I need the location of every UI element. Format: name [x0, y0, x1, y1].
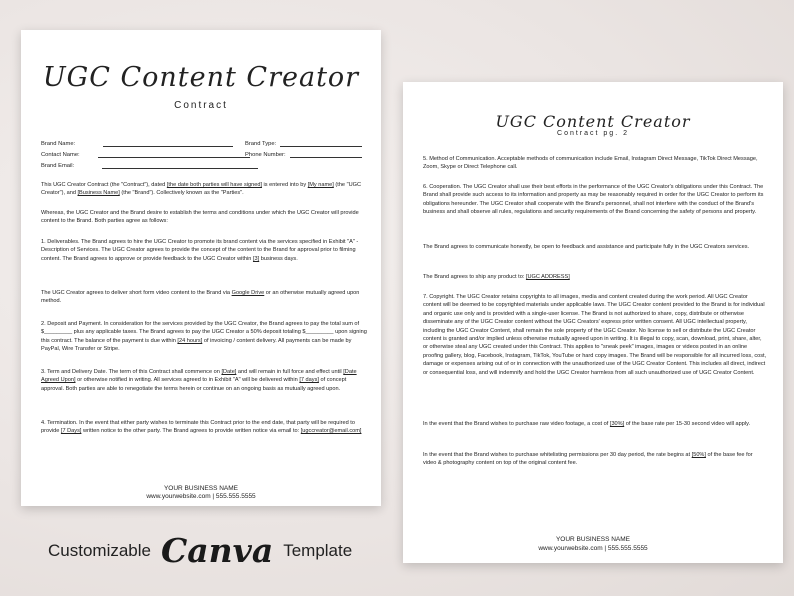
contract-title: UGC Content Creator — [495, 112, 691, 131]
deliverables-paragraph — [41, 238, 367, 263]
termination-text-a: 4. Termination. In the event that either party wishes to terminate this Contract prior to the end date, that party will be required to provide — [41, 420, 355, 435]
deposit-text-a: 2. Deposit and Payment. In consideration for the services provided by the UGC Creator, the Brand agrees to pay the total sum of $_________ plus any applicable taxes. The Brand agrees to pay the UGC Creator a 50% deposit totaling $_________ upon signing this contract. The balance of the payment is due within — [41, 321, 367, 344]
whitelisting-text-a: In the event that the Brand wishes to purchase whitelisting permissions per 30 day period, the rate begins at — [423, 452, 692, 458]
delivery-method-placeholder: Google Drive — [231, 290, 265, 296]
intro-text-a: This UGC Creator Contract (the "Contract"), dated — [41, 182, 167, 188]
term-paragraph — [41, 368, 367, 393]
whitelisting-rate-placeholder: [50%] — [691, 452, 706, 458]
shipping-address-placeholder: [UGC ADDRESS] — [525, 274, 570, 280]
footer-business-name: YOUR BUSINESS NAME — [163, 485, 239, 492]
term-text-d: of concept approval. Both parties are able to renegotiate the terms herein or continue on an ongoing basis as mutually agreed upon. — [41, 377, 347, 392]
caption-customizable: Customizable — [48, 540, 151, 560]
intro-business-placeholder: [Business Name] — [77, 190, 120, 197]
intro-text-b: is entered into by — [262, 182, 308, 188]
delivery-text-b: or an otherwise mutually agreed upon method. — [41, 290, 360, 305]
intro-paragraph — [41, 181, 367, 198]
raw-footage-rate-placeholder: [30%] — [609, 421, 625, 427]
brand-type-field — [245, 140, 362, 147]
communication-paragraph: 5. Method of Communication. Acceptable methods of communication include Email, Instagram Direct Message, TikTok Direct Message, Zoom, Skype or Direct Telephone call. — [423, 156, 758, 171]
contract-subtitle: Contract — [174, 100, 228, 111]
contact-name-field — [41, 151, 250, 158]
product-caption — [48, 531, 352, 570]
whitelisting-paragraph — [423, 451, 767, 468]
cooperation-paragraph: 6. Cooperation. The UGC Creator shall use their best efforts in the performance of the UGC Creator's obligations under this Contract. The Brand shall provide such access to its information and property as may be reasonably required in order for the UGC Creator to perform its obligations hereunder. The UGC Creator shall cooperate with the Brand's personnel, shall not interfere with the conduct of the Brand's business and shall observe all rules, regulations and security requirements of the Brand concerning the safety of persons and property. — [423, 184, 764, 216]
deposit-text-b: of invoicing / content delivery. All payments can be made by PayPal, Wire Transfer or Stripe. — [41, 337, 352, 353]
term-text-a: 3. Term and Delivery Date. The term of this Contract shall commence on — [41, 369, 222, 375]
contact-name-line — [98, 151, 250, 158]
raw-footage-paragraph — [423, 420, 767, 428]
whitelisting-text-b: of the base fee for video & photography content on top of the original content fee. — [423, 452, 753, 467]
term-agreed-placeholder: [Date Agreed Upon] — [41, 369, 357, 384]
brand-name-line — [103, 140, 233, 147]
deposit-hours-placeholder: [24 hours] — [177, 337, 203, 344]
intro-text-d: (the "Brand"). Collectively known as the "Parties". — [119, 190, 244, 197]
intro-date-placeholder: [the date both parties will have signed] — [166, 182, 262, 188]
brand-email-label: Brand Email: — [41, 163, 75, 169]
term-date-placeholder: [Date] — [221, 369, 237, 375]
termination-paragraph — [41, 419, 367, 436]
delivery-text-a: The UGC Creator agrees to deliver short form video content to the Brand via — [41, 290, 232, 296]
intro-text-c: (the "UGC Creator"), and — [41, 182, 362, 197]
footer-contact-line: www.yourwebsite.com | 555.555.5555 — [538, 545, 648, 552]
copyright-paragraph: 7. Copyright. The UGC Creator retains copyrights to all images, media and content created during the work period. All UGC Creator content will be deemed to be copyrighted materials under applicable laws. The UGC Creator content provided to the Brand is for individual and organic use only and is provided with a single-user license. The Brand is not authorized to share, copy, distribute or otherwise disseminate any of the UGC Creator content without the UGC Creators' express prior written consent. All UGC intellectual property, including the UGC Creator Content, shall remain the sole property of the UGC Creator. No license to sell or distribute the UGC Creator content is granted and/or implied unless otherwise mutually agreed upon in writing. It is illegal to copy, scan, download, print, share, alter, or otherwise steal any UGC created under this Contract. This applies to "sneak peek" images, images or videos posted in an online proofing gallery, blog, Facebook, Instagram, TikTok, YouTube or hard copy images. The Brand will be responsible for all incurred loss, cost, damage or expenses arising out of or in connection with the unauthorized use of the UGC Creator Content. This includes all direct, indirect or consequential loss, and will indemnify and hold the UGC Creator harmless from all such unauthorized use of UGC Creator Content. — [423, 294, 767, 376]
brand-name-label: Brand Name: — [41, 141, 76, 147]
deliverables-text-b: business days. — [259, 255, 298, 262]
raw-footage-text-b: of the base rate per 15-30 second video will apply. — [624, 421, 751, 427]
termination-text-b: written notice to the other party. The Brand agrees to provide written notice via email to: — [81, 428, 301, 435]
brand-name-field — [41, 140, 241, 147]
footer-business-name: YOUR BUSINESS NAME — [555, 536, 631, 543]
intro-name-placeholder: [My name] — [307, 182, 334, 188]
canva-wordmark: Canva — [161, 531, 274, 570]
honesty-paragraph: The Brand agrees to communicate honestly, be open to feedback and assistance and participate fully in the UGC Creators services. — [423, 244, 750, 250]
contract-title: UGC Content Creator — [42, 62, 360, 93]
termination-email-placeholder: [ugccreator@email.com] — [300, 428, 362, 435]
contract-page-2 — [403, 82, 783, 563]
raw-footage-text-a: In the event that the Brand wishes to purchase raw video footage, a cost of — [423, 421, 610, 427]
caption-template: Template — [283, 540, 353, 560]
whereas-paragraph: Whereas, the UGC Creator and the Brand desire to establish the terms and conditions under which the UGC Creator will provide content to the Brand. Both parties agree as follows: — [41, 210, 359, 225]
deliverables-days-placeholder: [3] — [252, 255, 260, 262]
brand-type-label: Brand Type: — [245, 141, 277, 147]
termination-days-placeholder: [7 Days] — [60, 428, 82, 435]
contact-name-label: Contact Name: — [41, 152, 80, 158]
shipping-text: The Brand agrees to ship any product to: — [423, 274, 526, 280]
term-text-b: and will remain in full force and effect until — [236, 369, 344, 375]
brand-email-field — [41, 162, 258, 169]
phone-number-line — [290, 151, 362, 158]
term-text-c: or otherwise notified in writing. All services agreed to in Exhibit "A" will be delivered within — [75, 377, 300, 384]
deliverables-text-a: 1. Deliverables. The Brand agrees to hire the UGC Creator to promote its brand content via the services specified in Exhibit "A" - Description of Services. The UGC Creator agrees to provide the concept of the content to the Brand for approval prior to filming content. The Brand agrees to approve or provide feedback to the UGC Creator within — [41, 239, 359, 262]
brand-email-line — [102, 162, 258, 169]
footer-contact-line: www.yourwebsite.com | 555.555.5555 — [146, 493, 256, 500]
phone-number-field — [245, 151, 362, 158]
delivery-paragraph — [41, 289, 367, 306]
brand-type-line — [280, 140, 362, 147]
shipping-paragraph — [423, 273, 767, 281]
deposit-paragraph — [41, 320, 367, 354]
contract-subtitle: Contract pg. 2 — [557, 130, 629, 137]
term-days-placeholder: [7 days] — [299, 377, 319, 384]
phone-number-label: Phone Number: — [245, 152, 286, 158]
contract-page-1 — [21, 30, 381, 506]
